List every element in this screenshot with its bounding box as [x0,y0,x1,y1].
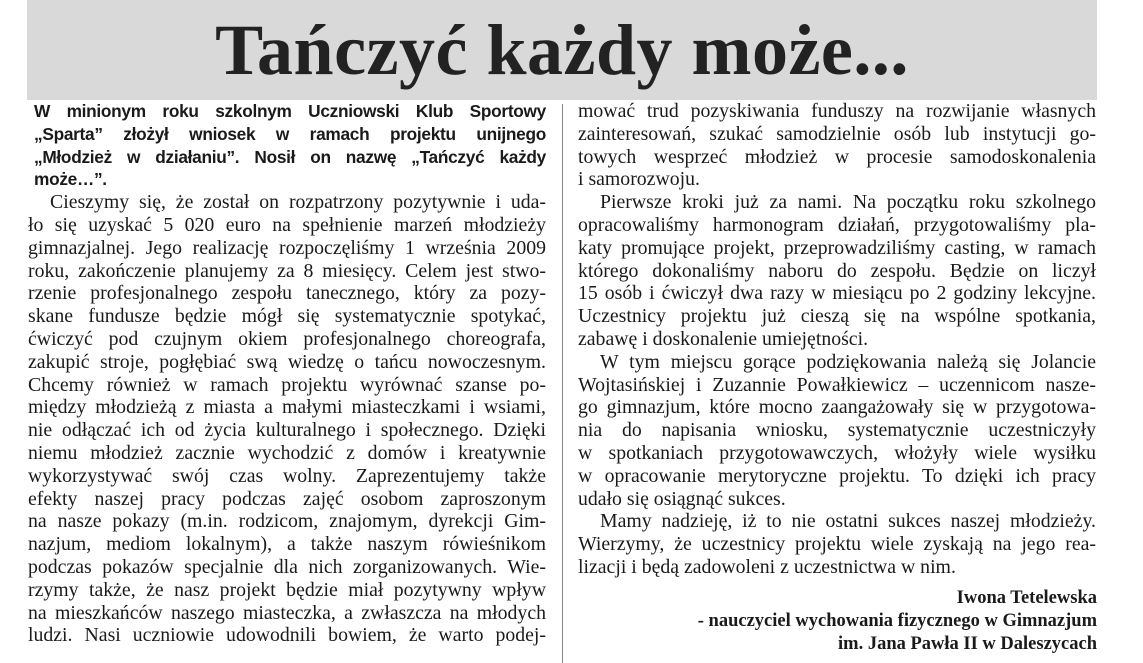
body-line: katy promujące projekt, przeprowadziliśmy casting, w ramach [578,236,1096,259]
body-line: ludzi. Nasi uczniowie udowodnili bowiem, że warto podej- [28,624,546,647]
article-title: Tańczyć każdy może... [215,10,909,90]
body-line: rzymy także, że nasz projekt będzie miał pozytywny wpływ [28,578,546,601]
left-column [28,100,546,647]
body-line: na nasze pokazy (m.in. rodzicom, znajomym, dyrekcji Gim- [28,510,546,533]
body-line: nazjum, mediom lokalnym), a także naszym rówieśnikom [28,533,546,556]
body-line: Uczestnicy projektu już cieszą się na wspólne spotkania, [578,305,1096,328]
body-line: 15 osób i ćwiczył dwa razy w miesiącu po 2 godziny lekcyjne. [578,282,1096,305]
body-line: W tym miejscu gorące podziękowania należą się Jolancie [600,350,1096,373]
body-line: którego dokonaliśmy naboru do zespołu. Będzie on liczył [578,259,1096,282]
body-line: lizacji i będą zadowoleni z uczestnictwa w nim. [578,555,956,578]
body-line: Mamy nadzieję, iż to nie ostatni sukces naszej młodzieży. [600,510,1096,533]
body-line: Pierwsze kroki już za nami. Na początku roku szkolnego [600,191,1096,214]
body-line: w opracowanie merytoryczne projektu. To dzięki ich pracy [578,464,1096,487]
body-line: Chcemy również w ramach projektu wyrównać szanse po- [28,373,546,396]
body-line: udało się osiągnąć sukces. [578,487,786,510]
body-line: zakupić stroje, pogłębiać swą wiedzę o tańcu nowoczesnym. [28,350,546,373]
signature-school: im. Jana Pawła II w Daleszycach [838,634,1097,654]
body-line: towych wesprzeć młodzież w procesie samodoskonalenia [578,145,1096,168]
right-column [578,100,1096,579]
article-lead [28,100,546,191]
body-line: opracowaliśmy harmonogram działań, przygotowaliśmy pla- [578,213,1096,236]
body-line: na mieszkańców naszego miasteczka, a zwłaszcza na młodych [28,601,546,624]
body-line: zabawę i doskonalenie umiejętności. [578,327,869,350]
signature-name: Iwona Tetelewska [956,588,1097,608]
column-divider [562,104,563,663]
body-line: skane fundusze będzie mógł się systematycznie spotykać, [28,305,546,328]
body-line: ćwiczyć pod czujnym okiem profesjonalnego choreografa, [28,327,546,350]
body-line: nie odłączać ich od życia kulturalnego i społecznego. Dzięki [28,419,546,442]
body-line: efekty naszej pracy podczas zajęć osobom zaproszonym [28,487,546,510]
body-line: Cieszymy się, że został on rozpatrzony pozytywnie i uda- [50,191,546,214]
lead-line: może…”. [34,169,107,190]
left-body [28,191,546,647]
body-line: Wojtasińskiej i Zuzannie Powałkiewicz – uczennicom nasze- [578,373,1096,396]
body-line: go gimnazjum, które mocno zaangażowały się w przygotowa- [578,396,1096,419]
body-line: Wierzymy, że uczestnicy projektu wiele zyskają na jego rea- [578,533,1096,556]
body-line: rzenie profesjonalnego zespołu tanecznego, który za pozy- [28,282,546,305]
body-line: w spotkaniach przygotowawczych, włożyły wiele wysiłku [578,441,1096,464]
title-band [27,0,1097,100]
body-line: między młodzieżą z miasta a małymi miasteczkami i wsiami, [28,396,546,419]
signature-role: - nauczyciel wychowania fizycznego w Gimnazjum [697,611,1097,631]
body-line: zainteresowań, szukać samodzielnie osób lub instytucji go- [578,122,1096,145]
body-line: nia do napisania wniosku, systematycznie uczestniczyły [578,419,1096,442]
body-line: gimnazjalnej. Jego realizację rozpoczęliśmy 1 września 2009 [28,236,546,259]
body-line: mować trud pozyskiwania funduszy na rozwijanie własnych [578,100,1096,122]
body-line: wykorzystywać swój czas wolny. Zaprezentujemy także [28,464,546,487]
body-line: niemu młodzież zacznie wychodzić z domów i kreatywnie [28,441,546,464]
lead-line: W minionym roku szkolnym Uczniowski Klub Sportowy [34,101,546,121]
body-line: roku, zakończenie planujemy za 8 miesięcy. Celem jest stwo- [28,259,546,282]
lead-line: „Sparta” złożył wniosek w ramach projektu unijnego [34,123,546,144]
body-line: podczas pokazów specjalnie dla nich zorganizowanych. Wie- [28,555,546,578]
body-line: ło się uzyskać 5 020 euro na spełnienie marzeń młodzieży [28,213,546,236]
lead-line: „Młodzież w działaniu”. Nosił on nazwę „Tańczyć każdy [34,146,546,167]
body-line: i samorozwoju. [578,168,700,191]
